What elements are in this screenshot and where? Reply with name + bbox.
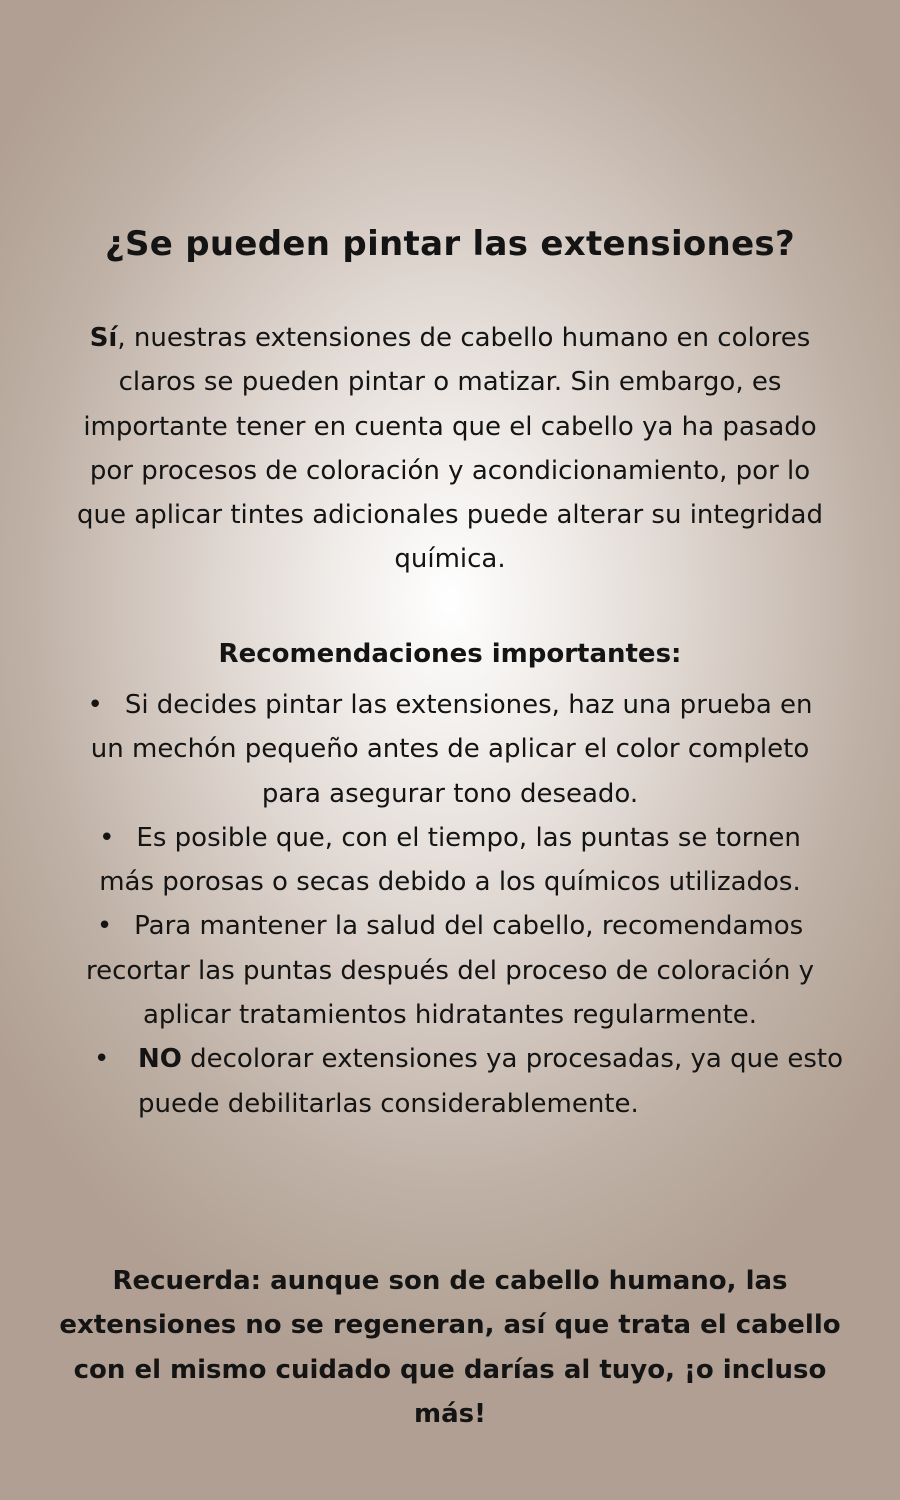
list-item-lead-bold: NO (138, 1044, 182, 1075)
intro-lead-bold: Sí (89, 323, 118, 353)
list-item (70, 904, 830, 1037)
closing-note: Recuerda: aunque son de cabello humano, las extensiones no se regeneran, así que trata el cabello con el mismo cuidado que darías al tuyo, ¡o incluso más! (59, 1266, 841, 1429)
intro-text: , nuestras extensiones de cabello humano en colores claros se pueden pintar o matizar. Sin embargo, es importante tener en cuenta que el cabello ya ha pasado por procesos de coloración y acondicionamiento, por lo que aplicar tintes adicionales puede alterar su integridad química. (77, 323, 823, 575)
list-item (70, 683, 830, 816)
list-item (70, 1037, 900, 1126)
bullet-icon: • (99, 822, 115, 853)
page-title: ¿Se pueden pintar las extensiones? (104, 224, 795, 264)
list-item-text: Es posible que, con el tiempo, las puntas se tornen más porosas o secas debido a los químicos utilizados. (99, 822, 801, 898)
list-item (70, 816, 830, 905)
bullet-icon: • (96, 911, 113, 942)
recommendations-list (70, 683, 843, 1126)
bullet-icon: • (87, 690, 103, 720)
bullet-icon: • (94, 1044, 110, 1075)
list-item-text: decolorar extensiones ya procesadas, ya que esto puede debilitarlas considerablemente. (138, 1044, 843, 1119)
recommendations-heading: Recomendaciones importantes: (218, 639, 682, 669)
list-item-text: Para mantener la salud del cabello, recomendamos recortar las puntas después del proceso de coloración y aplicar tratamientos hidratantes regularmente. (85, 911, 815, 1031)
intro-paragraph (70, 316, 830, 582)
list-item-text: Si decides pintar las extensiones, haz una prueba en un mechón pequeño antes de aplicar el color completo para asegurar tono deseado. (90, 690, 813, 809)
